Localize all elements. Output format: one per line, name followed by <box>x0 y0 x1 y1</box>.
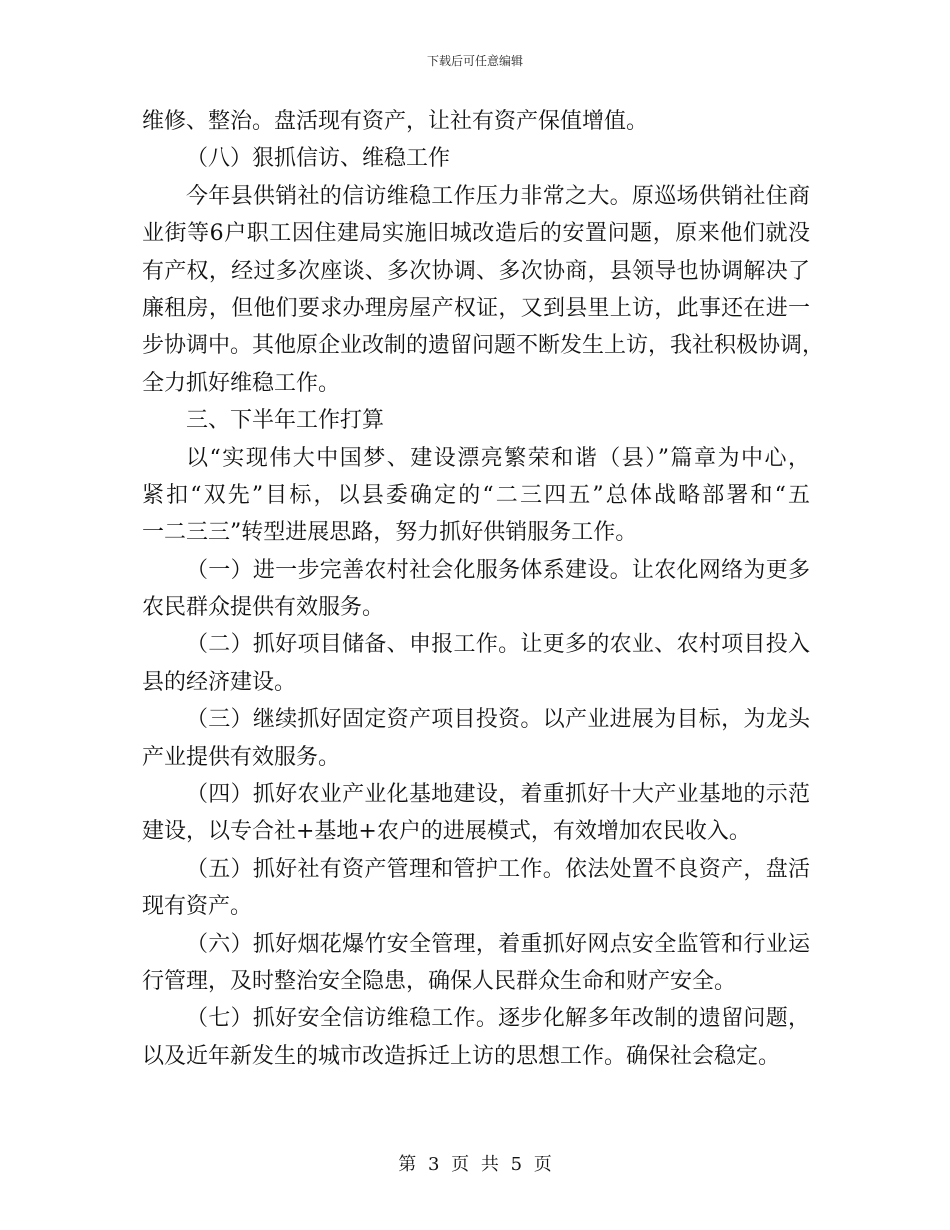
text-line: （五）抓好社有资产管理和管护工作。依法处置不良资产，盘活 <box>186 856 810 882</box>
text-line: 有产权，经过多次座谈、多次协调、多次协商，县领导也协调解决了 <box>142 258 810 284</box>
text-line: 行管理，及时整治安全隐患，确保人民群众生命和财产安全。 <box>142 968 737 994</box>
header-note: 下载后可任意编辑 <box>426 54 523 68</box>
page-number-footer: 第 3 页 共 5 页 <box>398 1154 552 1175</box>
text-line: （三）继续抓好固定资产项目投资。以产业进展为目标，为龙头 <box>186 707 810 733</box>
text-line: 廉租房，但他们要求办理房屋产权证，又到县里上访，此事还在进一 <box>142 295 810 321</box>
text-line: 县的经济建设。 <box>142 669 297 695</box>
section-heading-eight: （八）狠抓信访、维稳工作 <box>186 146 451 172</box>
section-heading-three: 三、下半年工作打算 <box>186 408 385 434</box>
text-line: （七）抓好安全信访维稳工作。逐步化解多年改制的遗留问题， <box>186 1006 810 1032</box>
text-line: 一二三三”转型进展思路，努力抓好供销服务工作。 <box>142 520 638 546</box>
text-line: 维修、整治。盘活现有资产，让社有资产保值增值。 <box>142 109 649 134</box>
text-line: 业街等6户职工因住建局实施旧城改造后的安置问题，原来他们就没 <box>142 221 810 247</box>
text-line: 产业提供有效服务。 <box>142 744 341 770</box>
text-line: 紧扣“双先”目标，以县委确定的“二三四五”总体战略部署和“五 <box>142 482 810 508</box>
text-line: 步协调中。其他原企业改制的遗留问题不断发生上访，我社积极协调， <box>142 333 825 359</box>
text-line: 全力抓好维稳工作。 <box>142 370 341 396</box>
text-line: （六）抓好烟花爆竹安全管理，着重抓好网点安全监管和行业运 <box>186 931 810 957</box>
text-line: （四）抓好农业产业化基地建设，着重抓好十大产业基地的示范 <box>186 782 810 808</box>
text-line: （二）抓好项目储备、申报工作。让更多的农业、农村项目投入 <box>186 632 810 658</box>
text-line: （一）进一步完善农村社会化服务体系建设。让农化网络为更多 <box>186 557 810 583</box>
text-line: 农民群众提供有效服务。 <box>142 595 385 621</box>
text-line: 现有资产。 <box>142 894 253 920</box>
text-line: 以及近年新发生的城市改造拆迁上访的思想工作。确保社会稳定。 <box>142 1043 781 1069</box>
text-line: 今年县供销社的信访维稳工作压力非常之大。原巡场供销社住商 <box>186 183 810 209</box>
body-text <box>142 107 825 1079</box>
text-line: 以“实现伟大中国梦、建设漂亮繁荣和谐（县）”篇章为中心， <box>186 445 810 471</box>
text-line: 建设，以专合社+基地+农户的进展模式，有效增加农民收入。 <box>142 819 751 845</box>
